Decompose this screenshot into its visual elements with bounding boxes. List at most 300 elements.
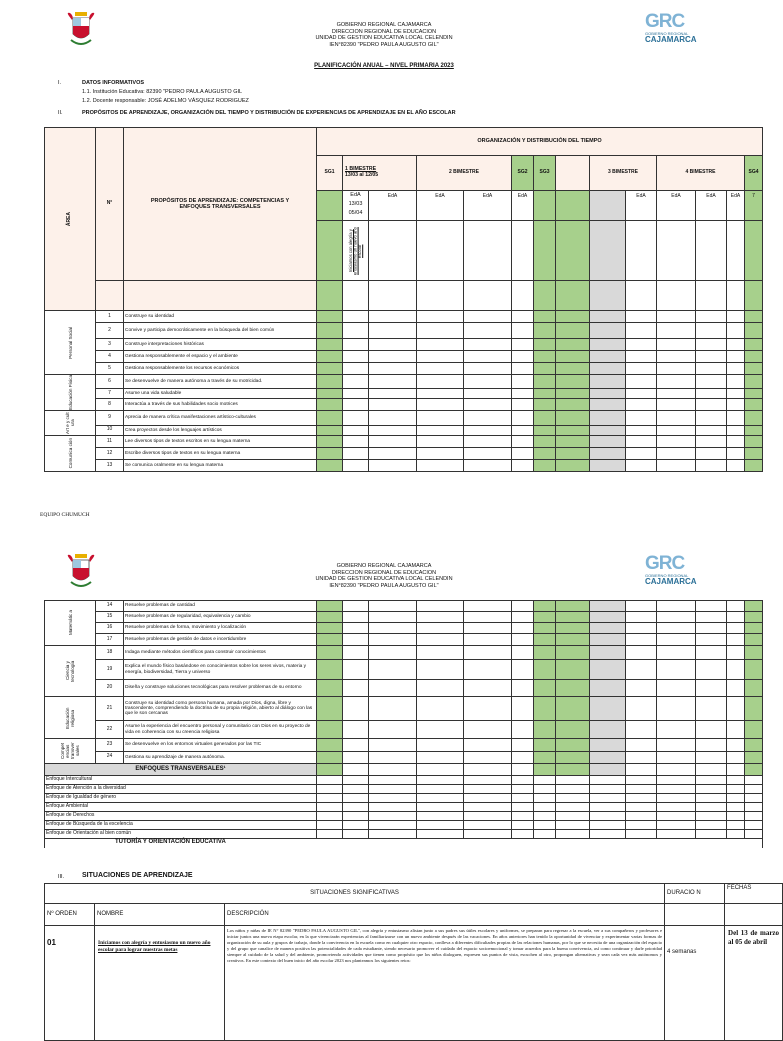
b1-header: 1 BIMESTRE 13/03 al 12/05 xyxy=(343,156,417,191)
grid-cell xyxy=(745,601,763,612)
grid-cell xyxy=(727,339,745,351)
competencia-row xyxy=(45,311,763,323)
competencia-num: 23 xyxy=(96,739,124,752)
grid-cell xyxy=(745,776,763,785)
grid-cell xyxy=(417,785,464,794)
grid-cell xyxy=(556,448,590,460)
competencia-text: Explica el mundo físico basándose en conocimientos sobre los seres vivos, materia y energía, biodiversidad, Tierra y universo xyxy=(124,660,317,680)
grid-cell xyxy=(369,311,417,323)
grid-cell xyxy=(556,363,590,375)
grid-cell xyxy=(696,794,727,803)
competencia-num: 10 xyxy=(96,425,124,435)
grid-cell xyxy=(696,281,727,311)
grid-cell xyxy=(464,601,512,612)
grid-cell xyxy=(534,803,556,812)
grid-cell xyxy=(343,389,369,399)
grid-cell xyxy=(369,830,417,839)
grid-cell xyxy=(696,339,727,351)
competencia-text: Resuelve problemas de cantidad xyxy=(124,601,317,612)
grid-cell xyxy=(696,660,727,680)
area-cell: Educación Física xyxy=(45,375,96,411)
grid-cell xyxy=(745,375,763,389)
grid-cell xyxy=(556,821,590,830)
grid-cell xyxy=(317,812,343,821)
grid-cell xyxy=(343,739,369,752)
grid-cell xyxy=(657,821,696,830)
grid-cell xyxy=(590,660,626,680)
grid-cell xyxy=(696,623,727,634)
grid-cell xyxy=(534,425,556,435)
grid-cell xyxy=(696,363,727,375)
grid-cell xyxy=(696,399,727,411)
grid-cell xyxy=(317,411,343,426)
grid-cell xyxy=(369,680,417,697)
competencia-num: 12 xyxy=(96,448,124,460)
grid-cell xyxy=(657,721,696,739)
grid-cell xyxy=(317,803,343,812)
grid-cell xyxy=(369,794,417,803)
competencia-row xyxy=(45,375,763,389)
grid-cell xyxy=(317,623,343,634)
enfoque-label: Enfoque de Atención a la diversidad xyxy=(45,785,317,794)
grid-cell xyxy=(727,623,745,634)
competencia-num: 19 xyxy=(96,660,124,680)
grid-cell xyxy=(512,751,534,764)
competencia-text: Construye su identidad como persona humana, amada por Dios, digna, libre y trascendente, comprendiendo la doctrina de su propia religión, abierto al diálogo con las que le son cercanas xyxy=(124,697,317,721)
competencia-text: Crea proyectos desde los lenguajes artísticos xyxy=(124,425,317,435)
competencia-num: 14 xyxy=(96,601,124,612)
grid-cell xyxy=(317,399,343,411)
competencia-num: 6 xyxy=(96,375,124,389)
grid-cell xyxy=(696,323,727,339)
grid-cell xyxy=(343,794,369,803)
grid-cell xyxy=(343,697,369,721)
grid-cell xyxy=(745,339,763,351)
grid-cell xyxy=(556,697,590,721)
competencia-num: 18 xyxy=(96,646,124,660)
grid-cell xyxy=(590,751,626,764)
grid-cell xyxy=(745,363,763,375)
grid-cell xyxy=(626,612,657,623)
grid-cell xyxy=(556,281,590,311)
grid-cell xyxy=(369,821,417,830)
grid-cell xyxy=(369,375,417,389)
competencia-num: 8 xyxy=(96,399,124,411)
competencia-row xyxy=(45,436,763,448)
grid-cell xyxy=(369,399,417,411)
grid-cell xyxy=(626,311,657,323)
grid-cell xyxy=(745,311,763,323)
grid-cell xyxy=(657,363,696,375)
grid-cell xyxy=(369,623,417,634)
grid-cell xyxy=(745,646,763,660)
grid-cell xyxy=(556,436,590,448)
competencia-row xyxy=(45,448,763,460)
grid-cell xyxy=(590,399,626,411)
competencia-text: Asume una vida saludable xyxy=(124,389,317,399)
grid-cell xyxy=(727,776,745,785)
grid-cell xyxy=(317,634,343,646)
grid-cell xyxy=(464,221,512,281)
grid-cell xyxy=(534,436,556,448)
competencia-text: Aprecia de manera crítica manifestaciones artístico-culturales xyxy=(124,411,317,426)
grid-cell xyxy=(512,448,534,460)
grid-cell xyxy=(369,660,417,680)
num-header: N° xyxy=(96,128,124,281)
grid-cell xyxy=(657,785,696,794)
grid-cell xyxy=(369,448,417,460)
grid-cell xyxy=(696,375,727,389)
grid-cell xyxy=(317,221,343,281)
grid-cell xyxy=(556,191,590,221)
grid-cell xyxy=(464,697,512,721)
grid-cell xyxy=(369,351,417,363)
grid-cell xyxy=(590,634,626,646)
grid-cell xyxy=(590,612,626,623)
enfoques-title: ENFOQUES TRANSVERSALES¹ xyxy=(45,764,317,776)
grid-cell xyxy=(534,323,556,339)
grid-cell xyxy=(343,460,369,472)
sit-fechas: Del 13 de marzo al 05 de abril xyxy=(725,926,783,1041)
tutoria-label: TUTORÍA Y ORIENTACIÓN EDUCATIVA xyxy=(45,839,763,848)
grid-cell xyxy=(512,389,534,399)
competencia-text: Gestiona responsablemente el espacio y el ambiente xyxy=(124,351,317,363)
grid-cell xyxy=(512,425,534,435)
grid-cell xyxy=(343,448,369,460)
grid-cell xyxy=(512,680,534,697)
page-title: PLANIFICACIÓN ANUAL – NIVEL PRIMARIA 2023 xyxy=(314,63,454,69)
grid-cell xyxy=(590,281,626,311)
grid-cell xyxy=(556,221,590,281)
competencia-num: 9 xyxy=(96,411,124,426)
grid-cell xyxy=(417,776,464,785)
grid-cell xyxy=(696,764,727,776)
grid-cell xyxy=(556,425,590,435)
b3-header: 3 BIMESTRE xyxy=(590,156,657,191)
grid-cell xyxy=(590,646,626,660)
grid-cell xyxy=(727,803,745,812)
area-cell: Matemátic a xyxy=(45,601,96,646)
grid-cell xyxy=(317,448,343,460)
grid-cell xyxy=(512,375,534,389)
enfoque-label: Enfoque Intercultural xyxy=(45,776,317,785)
section-num-3: III. xyxy=(58,874,65,880)
grid-cell xyxy=(317,339,343,351)
grid-cell xyxy=(343,601,369,612)
grid-cell xyxy=(556,785,590,794)
grid-cell xyxy=(626,660,657,680)
grid-cell xyxy=(626,785,657,794)
competencia-num: 2 xyxy=(96,323,124,339)
enfoque-row xyxy=(45,794,763,803)
grid-cell xyxy=(343,351,369,363)
grid-cell xyxy=(590,785,626,794)
grid-cell xyxy=(417,646,464,660)
header-school-2: IEN°82390 "PEDRO PAULA AUGUSTO GIL" xyxy=(329,582,439,589)
grid-cell xyxy=(417,375,464,389)
grid-cell xyxy=(556,794,590,803)
grid-cell xyxy=(464,812,512,821)
grid-cell xyxy=(745,739,763,752)
grid-cell xyxy=(369,812,417,821)
grid-cell xyxy=(745,389,763,399)
grid-cell xyxy=(369,281,417,311)
grid-cell xyxy=(590,739,626,752)
enfoque-label: Enfoque de Igualdad de género xyxy=(45,794,317,803)
competencia-num: 13 xyxy=(96,460,124,472)
grid-cell xyxy=(696,389,727,399)
grid-cell xyxy=(464,646,512,660)
competencia-num: 5 xyxy=(96,363,124,375)
enfoque-row xyxy=(45,785,763,794)
competencia-text: Resuelve problemas de regularidad, equivalencia y cambio xyxy=(124,612,317,623)
grid-cell xyxy=(343,339,369,351)
grid-cell xyxy=(534,351,556,363)
grid-cell xyxy=(464,821,512,830)
grid-cell xyxy=(343,812,369,821)
grid-cell xyxy=(343,281,369,311)
grid-cell xyxy=(512,281,534,311)
grid-cell xyxy=(745,830,763,839)
grid-cell xyxy=(369,339,417,351)
grid-cell xyxy=(657,436,696,448)
grid-cell xyxy=(590,323,626,339)
grid-cell xyxy=(745,697,763,721)
grid-cell xyxy=(727,764,745,776)
competencia-num: 7 xyxy=(96,389,124,399)
grid-cell xyxy=(369,425,417,435)
competencia-text: Resuelve problemas de forma, movimiento y localización xyxy=(124,623,317,634)
grid-cell xyxy=(534,721,556,739)
competencia-text: Gestiona su aprendizaje de manera autónoma. xyxy=(124,751,317,764)
header-dre-2: DIRECCION REGIONAL DE EDUCACION xyxy=(331,569,437,576)
grid-cell xyxy=(626,221,657,281)
header-gov: GOBIERNO REGIONAL CAJAMARCA xyxy=(336,22,432,28)
grid-cell xyxy=(696,612,727,623)
grid-cell xyxy=(696,436,727,448)
grid-cell xyxy=(626,721,657,739)
competencia-row xyxy=(45,601,763,612)
grid-cell xyxy=(417,764,464,776)
grid-cell xyxy=(512,399,534,411)
grid-cell xyxy=(696,680,727,697)
enfoque-label: Enfoque de Derechos xyxy=(45,812,317,821)
grid-cell xyxy=(626,776,657,785)
grid-cell xyxy=(556,812,590,821)
competencia-text: Asume la experiencia del encuentro personal y comunitario con Dios en su proyecto de vida en coherencia con su creencia religiosa xyxy=(124,721,317,739)
enfoque-label: Enfoque Ambiental xyxy=(45,803,317,812)
header-ugel: UNIDAD DE GESTION EDUCATIVA LOCAL CELENDIN xyxy=(315,35,453,42)
enfoque-row xyxy=(45,821,763,830)
grid-cell xyxy=(590,721,626,739)
grid-cell xyxy=(727,646,745,660)
grid-cell xyxy=(626,803,657,812)
grid-cell xyxy=(696,311,727,323)
grid-cell xyxy=(626,751,657,764)
grid-cell xyxy=(626,399,657,411)
competencia-text: Lee diversos tipos de textos escritos en su lengua materna xyxy=(124,436,317,448)
grid-cell xyxy=(696,221,727,281)
competencia-num: 4 xyxy=(96,351,124,363)
competencia-row xyxy=(45,460,763,472)
grid-cell xyxy=(317,351,343,363)
grid-cell xyxy=(626,830,657,839)
grid-cell xyxy=(343,751,369,764)
grid-cell xyxy=(590,389,626,399)
competencia-row xyxy=(45,697,763,721)
grid-cell xyxy=(343,436,369,448)
area-header-cell: ÁREA xyxy=(45,128,96,311)
grid-cell xyxy=(464,785,512,794)
grid-cell xyxy=(556,776,590,785)
grid-cell xyxy=(417,411,464,426)
grid-cell xyxy=(343,612,369,623)
grid-cell xyxy=(556,601,590,612)
competencia-text: Diseña y construye soluciones tecnológicas para resolver problemas de su entorno xyxy=(124,680,317,697)
grid-cell xyxy=(317,375,343,389)
grid-cell xyxy=(464,776,512,785)
competencia-row xyxy=(45,634,763,646)
grid-cell xyxy=(590,830,626,839)
grid-cell xyxy=(317,612,343,623)
grid-cell xyxy=(534,411,556,426)
grid-cell xyxy=(556,721,590,739)
grid-cell xyxy=(512,323,534,339)
competencia-row xyxy=(45,751,763,764)
grid-cell xyxy=(626,794,657,803)
grid-cell xyxy=(727,697,745,721)
grid-cell xyxy=(343,399,369,411)
grid-cell xyxy=(745,764,763,776)
grid-cell xyxy=(727,680,745,697)
grid-cell xyxy=(417,399,464,411)
grid-cell xyxy=(727,634,745,646)
grid-cell xyxy=(657,460,696,472)
sg3-header: SG3 xyxy=(534,156,556,191)
grid-cell xyxy=(464,660,512,680)
enfoque-row xyxy=(45,776,763,785)
grid-cell xyxy=(590,821,626,830)
grid-cell xyxy=(590,311,626,323)
section-num-2: II. xyxy=(58,110,63,116)
eda-label: EdA xyxy=(626,191,657,221)
grid-cell xyxy=(626,363,657,375)
competencia-num: 1 xyxy=(96,311,124,323)
grid-cell xyxy=(745,411,763,426)
grid-cell xyxy=(534,339,556,351)
grid-cell xyxy=(417,680,464,697)
grid-cell xyxy=(317,785,343,794)
competencia-num: 16 xyxy=(96,623,124,634)
grid-cell xyxy=(657,411,696,426)
grid-cell xyxy=(343,776,369,785)
grid-cell xyxy=(317,191,343,221)
grid-cell xyxy=(417,803,464,812)
grid-cell xyxy=(369,785,417,794)
grid-cell xyxy=(727,739,745,752)
competencia-num: 24 xyxy=(96,751,124,764)
grid-cell xyxy=(417,812,464,821)
grid-cell xyxy=(626,601,657,612)
grid-cell xyxy=(657,221,696,281)
grid-cell xyxy=(657,697,696,721)
grid-cell xyxy=(343,830,369,839)
grid-cell xyxy=(534,399,556,411)
eda-label: EdA xyxy=(417,191,464,221)
grid-cell xyxy=(534,660,556,680)
grid-cell xyxy=(369,721,417,739)
grid-cell xyxy=(464,363,512,375)
grid-cell xyxy=(417,739,464,752)
grid-cell xyxy=(534,646,556,660)
grid-cell xyxy=(534,363,556,375)
grid-cell xyxy=(696,646,727,660)
grid-cell xyxy=(696,739,727,752)
grid-cell xyxy=(512,436,534,448)
grid-cell xyxy=(343,375,369,389)
grid-cell xyxy=(317,721,343,739)
grid-cell xyxy=(512,803,534,812)
propositos-header: PROPÓSITOS DE APRENDIZAJE: COMPETENCIAS Y ENFOQUES TRANSVERSALES xyxy=(124,128,317,281)
grid-cell xyxy=(626,281,657,311)
competencia-row xyxy=(45,363,763,375)
grid-cell xyxy=(369,221,417,281)
grid-cell xyxy=(657,281,696,311)
grid-cell xyxy=(657,776,696,785)
grid-cell xyxy=(626,646,657,660)
grid-cell xyxy=(417,448,464,460)
grid-cell xyxy=(512,339,534,351)
grid-cell xyxy=(124,281,317,311)
grid-cell xyxy=(590,812,626,821)
sit-header: SITUACIONES SIGNIFICATIVAS xyxy=(45,884,665,904)
grid-cell xyxy=(534,221,556,281)
grid-cell xyxy=(626,323,657,339)
grid-cell xyxy=(626,351,657,363)
grid-cell xyxy=(745,794,763,803)
grid-cell xyxy=(417,221,464,281)
grid-cell xyxy=(590,623,626,634)
grid-cell xyxy=(369,411,417,426)
header-dre: DIRECCION REGIONAL DE EDUCACION xyxy=(331,28,437,35)
competencia-text: Escribe diversos tipos de textos en su lengua materna xyxy=(124,448,317,460)
grid-cell xyxy=(464,375,512,389)
grid-cell xyxy=(626,812,657,821)
datos-ie: 1.1. Institución Educativa: 82390 "PEDRO PAULA AUGUSTO GIL xyxy=(82,89,243,95)
grid-cell xyxy=(556,830,590,839)
grid-cell xyxy=(464,794,512,803)
competencia-text: Se comunica oralmente en su lengua materna xyxy=(124,460,317,472)
grid-cell xyxy=(369,389,417,399)
grid-cell xyxy=(343,785,369,794)
eda-label: EdA xyxy=(369,191,417,221)
grid-cell xyxy=(534,612,556,623)
grid-cell xyxy=(464,739,512,752)
grid-cell xyxy=(417,697,464,721)
grid-cell xyxy=(696,812,727,821)
grid-cell xyxy=(317,830,343,839)
grid-cell xyxy=(590,363,626,375)
grid-cell xyxy=(512,764,534,776)
grid-cell xyxy=(343,425,369,435)
grid-cell xyxy=(343,803,369,812)
competencia-row xyxy=(45,411,763,426)
grid-cell xyxy=(464,339,512,351)
grid-cell xyxy=(657,425,696,435)
grid-cell xyxy=(657,448,696,460)
enfoque-row xyxy=(45,803,763,812)
grid-cell xyxy=(369,764,417,776)
